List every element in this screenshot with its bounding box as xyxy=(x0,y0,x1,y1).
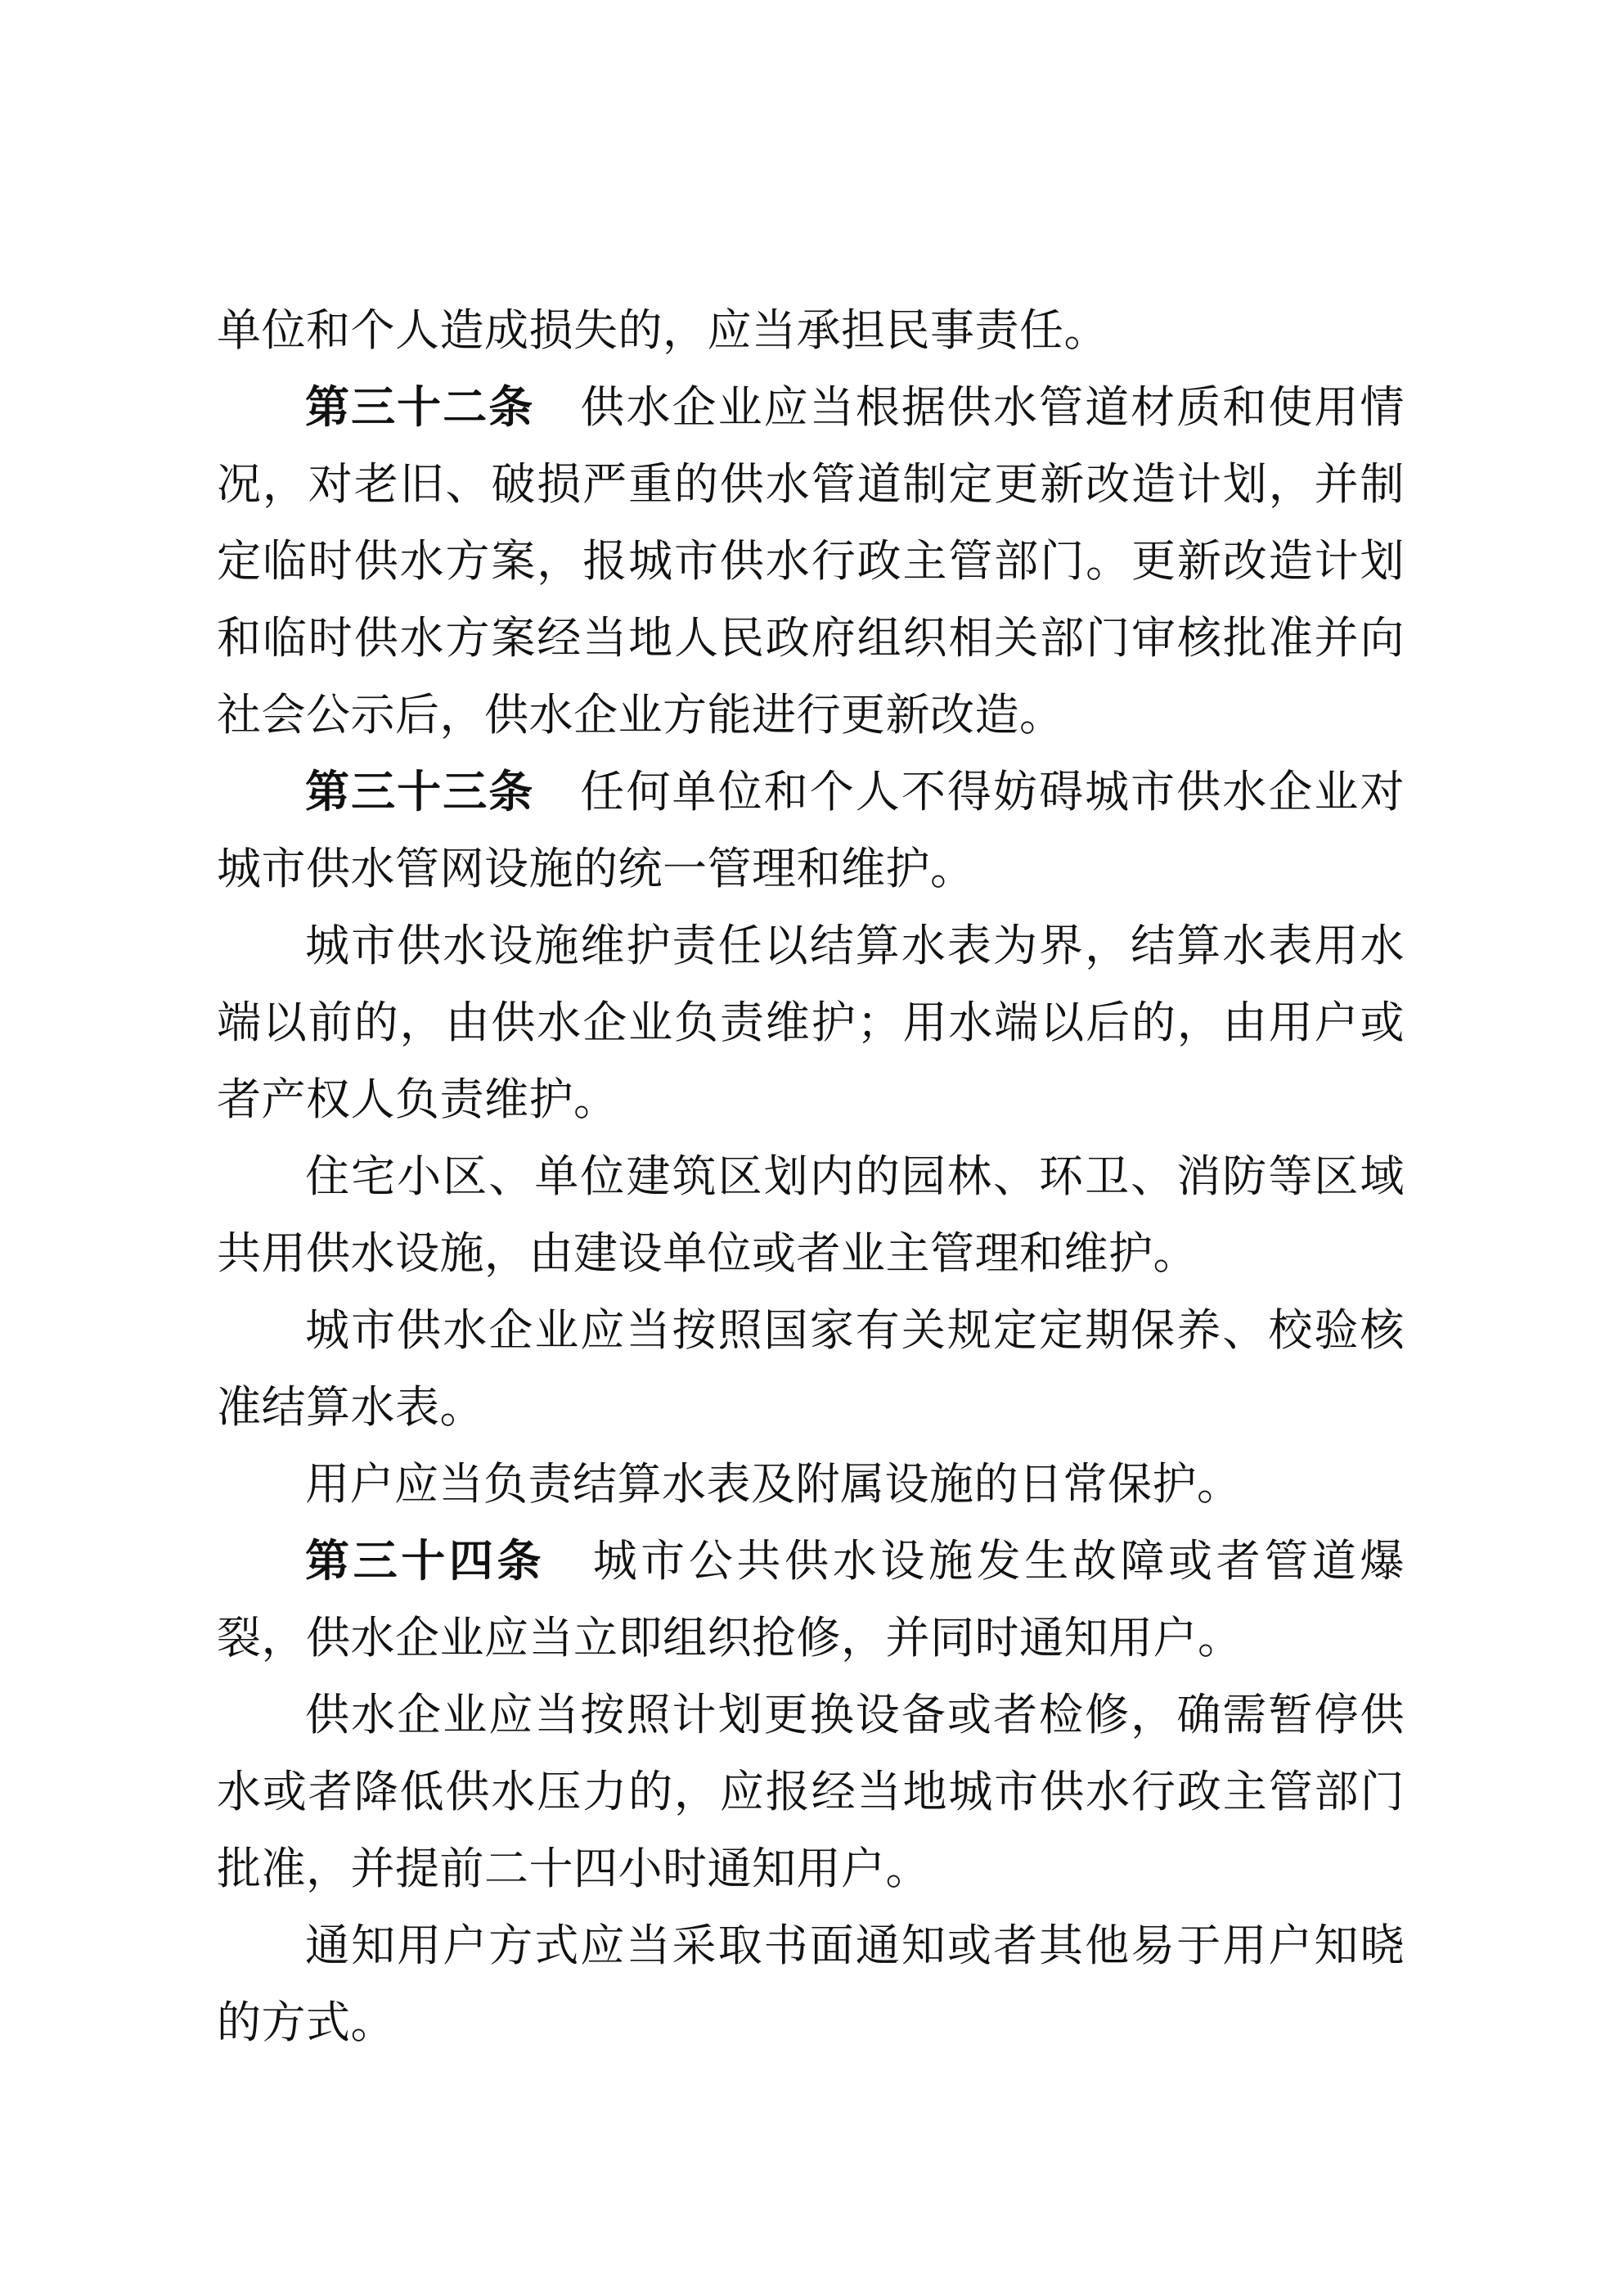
paragraph xyxy=(217,292,1405,369)
paragraph xyxy=(217,754,1405,907)
paragraph-text: 住宅小区、单位建筑区划内的园林、环卫、消防等区域共用供水设施，由建设单位或者业主管理和维护。 xyxy=(217,1152,1405,1278)
paragraph xyxy=(217,1292,1405,1446)
paragraph-text: 城市供水企业应当按照国家有关规定定期保养、校验核准结算水表。 xyxy=(217,1306,1405,1432)
paragraph xyxy=(217,369,1405,754)
article-number: 第三十四条 xyxy=(305,1537,546,1586)
paragraph-text: 任何单位和个人不得妨碍城市供水企业对城市供水管网设施的统一管理和维护。 xyxy=(217,768,1405,894)
paragraph xyxy=(217,1907,1405,2061)
paragraph-text: 供水企业应当按照计划更换设备或者检修，确需暂停供水或者降低供水压力的，应报经当地城市供水行政主管部门批准，并提前二十四小时通知用户。 xyxy=(217,1690,1405,1893)
article-number: 第三十二条 xyxy=(305,383,535,432)
paragraph-text: 供水企业应当根据供水管道材质和使用情况，对老旧、破损严重的供水管道制定更新改造计划，并制定临时供水方案，报城市供水行政主管部门。更新改造计划和临时供水方案经当地人民政府组织相关部门审核批准并向社会公示后，供水企业方能进行更新改造。 xyxy=(217,383,1405,740)
paragraph xyxy=(217,1138,1405,1292)
paragraph-text: 通知用户方式应当采取书面通知或者其他易于用户知晓的方式。 xyxy=(217,1921,1405,2047)
document-body xyxy=(217,292,1405,2061)
paragraph-text: 单位和个人造成损失的，应当承担民事责任。 xyxy=(217,306,1108,355)
paragraph-text: 城市公共供水设施发生故障或者管道爆裂，供水企业应当立即组织抢修，并同时通知用户。 xyxy=(217,1537,1405,1663)
paragraph xyxy=(217,1677,1405,1907)
paragraph-text: 城市供水设施维护责任以结算水表为界，结算水表用水端以前的，由供水企业负责维护；用水端以后的，由用户或者产权人负责维护。 xyxy=(217,921,1405,1124)
paragraph xyxy=(217,1523,1405,1677)
paragraph xyxy=(217,907,1405,1138)
article-number: 第三十三条 xyxy=(305,768,535,817)
paragraph-text: 用户应当负责结算水表及附属设施的日常保护。 xyxy=(305,1460,1242,1509)
paragraph xyxy=(217,1446,1405,1523)
